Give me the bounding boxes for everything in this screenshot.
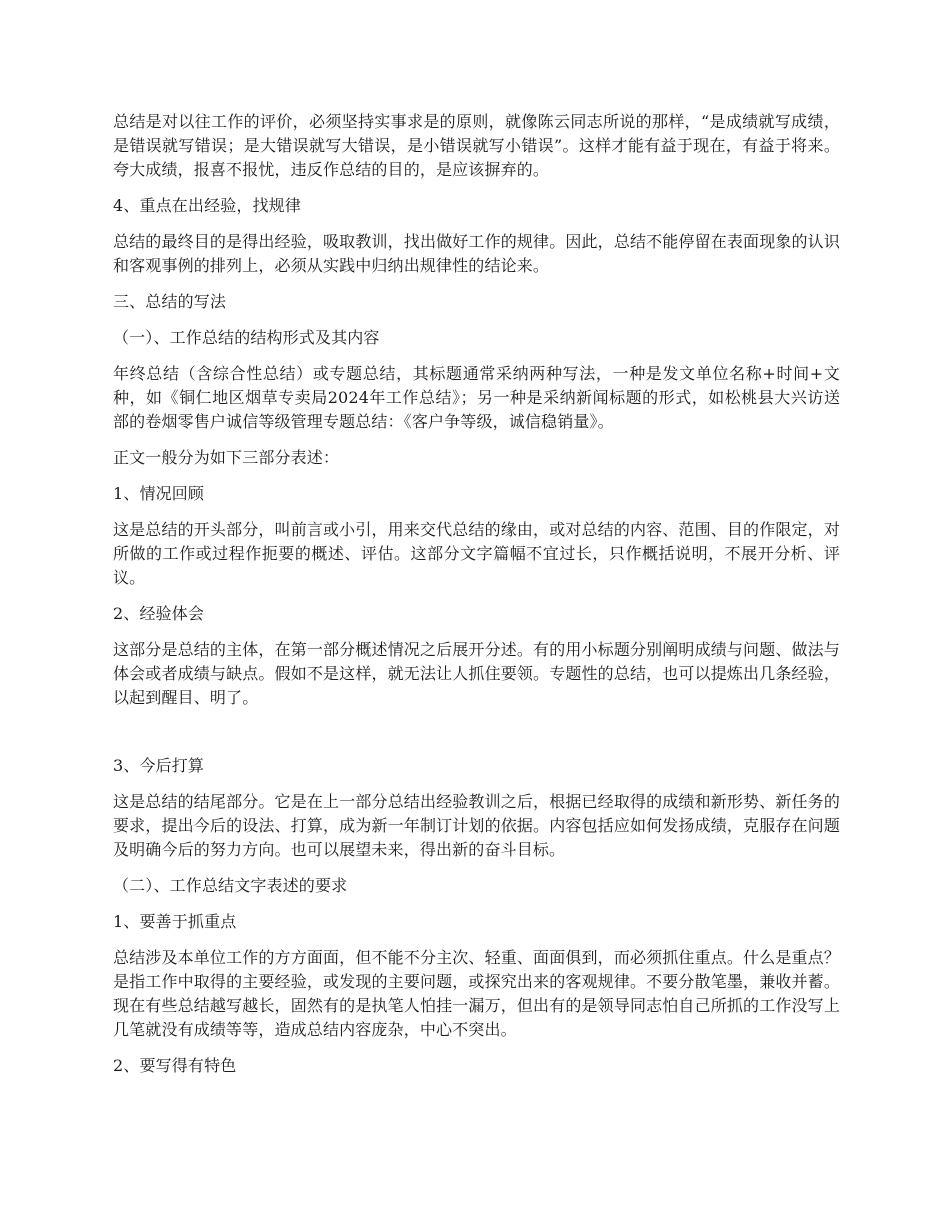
heading-experience: 2、经验体会 xyxy=(113,604,205,623)
heading-distinctive: 2、要写得有特色 xyxy=(113,1056,237,1075)
heading-focus-key-points: 1、要善于抓重点 xyxy=(113,912,237,931)
heading-writing-method: 三、总结的写法 xyxy=(113,292,227,311)
heading-future-plans: 3、今后打算 xyxy=(113,756,205,775)
paragraph-title-forms: 年终总结（含综合性总结）或专题总结，其标题通常采纳两种写法，一种是发文单位名称+时间+文种，如《铜仁地区烟草专卖局2024年工作总结》；另一种是采纳新闻标题的形式，如松桃县大兴访送部的卷烟零售户诚信等级管理专题总结：《客户争等级，诚信稳销量》。 xyxy=(113,364,840,431)
paragraph-future-plans: 这是总结的结尾部分。它是在上一部分总结出经验教训之后，根据已经取得的成绩和新形势、新任务的要求，提出今后的设法、打算，成为新一年制订计划的依据。内容包括应如何发扬成绩，克服存在问题及明确今后的努力方向。也可以展望未来，得出新的奋斗目标。 xyxy=(113,792,840,859)
heading-experience-rules: 4、重点在出经验，找规律 xyxy=(113,196,301,215)
paragraph-experience-rules: 总结的最终目的是得出经验，吸取教训，找出做好工作的规律。因此，总结不能停留在表面现象的认识和客观事例的排列上，必须从实践中归纳出规律性的结论来。 xyxy=(113,232,840,275)
paragraph-focus-key-points: 总结涉及本单位工作的方方面面，但不能不分主次、轻重、面面俱到，而必须抓住重点。什么是重点？是指工作中取得的主要经验，或发现的主要问题，或探究出来的客观规律。不要分散笔墨，兼收并蓄。现在有些总结越写越长，固然有的是执笔人怕挂一漏万，但出有的是领导同志怕自己所抓的工作没写上几笔就没有成绩等等，造成总结内容庞杂，中心不突出。 xyxy=(113,948,840,1039)
paragraph-seek-truth: 总结是对以往工作的评价，必须坚持实事求是的原则，就像陈云同志所说的那样，“是成绩就写成绩，是错误就写错误；是大错误就写大错误，是小错误就写小错误”。这样才能有益于现在，有益于将来。夸大成绩，报喜不报忧，违反作总结的目的，是应该摒弃的。 xyxy=(113,112,840,179)
document-body xyxy=(113,110,840,1078)
heading-structure: （一）、工作总结的结构形式及其内容 xyxy=(113,328,380,347)
heading-review: 1、情况回顾 xyxy=(113,484,205,503)
heading-writing-requirements: （二）、工作总结文字表述的要求 xyxy=(113,876,348,895)
paragraph-body-parts: 正文一般分为如下三部分表述： xyxy=(113,448,340,467)
paragraph-experience: 这部分是总结的主体，在第一部分概述情况之后展开分述。有的用小标题分别阐明成绩与问题、做法与体会或者成绩与缺点。假如不是这样，就无法让人抓住要领。专题性的总结，也可以提炼出几条经验，以起到醒目、明了。 xyxy=(113,640,840,707)
paragraph-review: 这是总结的开头部分，叫前言或小引，用来交代总结的缘由，或对总结的内容、范围、目的作限定，对所做的工作或过程作扼要的概述、评估。这部分文字篇幅不宜过长，只作概括说明，不展开分析、评议。 xyxy=(113,520,840,587)
